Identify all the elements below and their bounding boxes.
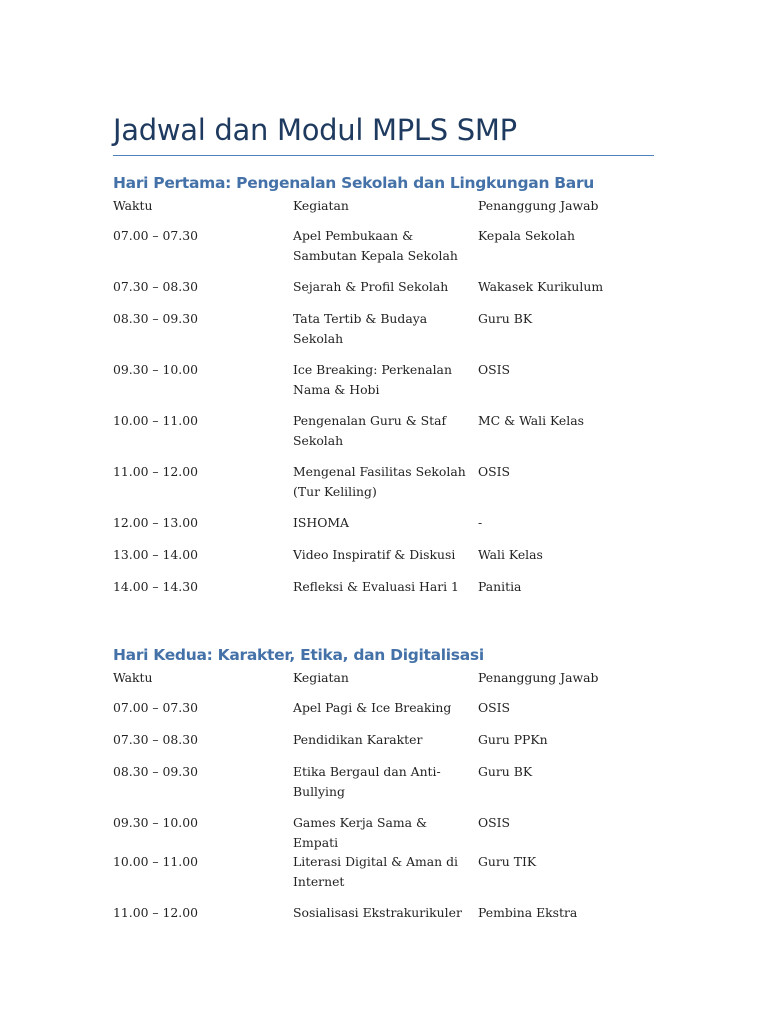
responsible-cell: Panitia <box>478 579 522 594</box>
time-cell: 11.00 – 12.00 <box>113 464 199 479</box>
table-row <box>113 226 668 277</box>
responsible-cell: OSIS <box>478 464 511 479</box>
time-cell: 10.00 – 11.00 <box>113 854 199 869</box>
time-cell: 09.30 – 10.00 <box>113 362 199 377</box>
time-cell: 08.30 – 09.30 <box>113 311 199 326</box>
responsible-cell: Guru BK <box>478 764 533 779</box>
table-row <box>113 762 668 813</box>
responsible-cell: Wakasek Kurikulum <box>478 279 604 294</box>
time-cell: 07.30 – 08.30 <box>113 732 199 747</box>
activity-cell: Ice Breaking: Perkenalan Nama & Hobi <box>293 362 452 397</box>
responsible-cell: Guru PPKn <box>478 732 548 747</box>
column-header-activity: Kegiatan <box>293 670 349 685</box>
responsible-cell: Guru TIK <box>478 854 537 869</box>
table-row <box>113 411 668 462</box>
column-header-responsible: Penanggung Jawab <box>478 198 599 213</box>
activity-cell: Mengenal Fasilitas Sekolah (Tur Keliling) <box>293 464 466 499</box>
responsible-cell: OSIS <box>478 362 511 377</box>
table-row <box>113 903 668 935</box>
responsible-cell: OSIS <box>478 700 511 715</box>
column-header-responsible: Penanggung Jawab <box>478 670 599 685</box>
activity-cell: Etika Bergaul dan Anti-Bullying <box>293 764 441 799</box>
time-cell: 07.30 – 08.30 <box>113 279 199 294</box>
activity-cell: ISHOMA <box>293 515 349 530</box>
day-1-heading: Hari Pertama: Pengenalan Sekolah dan Lingkungan Baru <box>113 174 595 192</box>
responsible-cell: Kepala Sekolah <box>478 228 575 243</box>
responsible-cell: Guru BK <box>478 311 533 326</box>
day-2-schedule-table <box>113 668 668 935</box>
day-2-section <box>113 642 673 935</box>
activity-cell: Video Inspiratif & Diskusi <box>293 547 456 562</box>
activity-cell: Sejarah & Profil Sekolah <box>293 279 449 294</box>
responsible-cell: - <box>478 515 483 530</box>
time-cell: 07.00 – 07.30 <box>113 228 199 243</box>
time-cell: 10.00 – 11.00 <box>113 413 199 428</box>
activity-cell: Sosialisasi Ekstrakurikuler <box>293 905 462 920</box>
activity-cell: Games Kerja Sama & Empati <box>293 815 427 850</box>
activity-cell: Apel Pagi & Ice Breaking <box>293 700 452 715</box>
table-row <box>113 360 668 411</box>
table-row <box>113 730 668 762</box>
table-row <box>113 577 668 609</box>
activity-cell: Tata Tertib & Budaya Sekolah <box>293 311 428 346</box>
table-row <box>113 852 668 903</box>
day-1-section <box>113 170 673 609</box>
table-row <box>113 813 668 852</box>
document-title: Jadwal dan Modul MPLS SMP <box>113 113 654 156</box>
activity-cell: Apel Pembukaan & Sambutan Kepala Sekolah <box>293 228 458 263</box>
responsible-cell: Pembina Ekstra <box>478 905 578 920</box>
table-row <box>113 309 668 360</box>
table-row <box>113 277 668 309</box>
time-cell: 08.30 – 09.30 <box>113 764 199 779</box>
day-2-heading: Hari Kedua: Karakter, Etika, dan Digitalisasi <box>113 646 484 664</box>
time-cell: 13.00 – 14.00 <box>113 547 199 562</box>
responsible-cell: Wali Kelas <box>478 547 543 562</box>
table-row <box>113 698 668 730</box>
column-header-activity: Kegiatan <box>293 198 349 213</box>
table-row <box>113 462 668 513</box>
column-header-time: Waktu <box>113 198 153 213</box>
responsible-cell: OSIS <box>478 815 511 830</box>
day-1-schedule-table <box>113 196 668 609</box>
table-row <box>113 513 668 545</box>
column-header-time: Waktu <box>113 670 153 685</box>
activity-cell: Refleksi & Evaluasi Hari 1 <box>293 579 459 594</box>
table-header-row <box>113 668 668 698</box>
activity-cell: Pengenalan Guru & Staf Sekolah <box>293 413 447 448</box>
activity-cell: Pendidikan Karakter <box>293 732 423 747</box>
table-header-row <box>113 196 668 226</box>
activity-cell: Literasi Digital & Aman di Internet <box>293 854 458 889</box>
time-cell: 09.30 – 10.00 <box>113 815 199 830</box>
time-cell: 11.00 – 12.00 <box>113 905 199 920</box>
time-cell: 12.00 – 13.00 <box>113 515 199 530</box>
responsible-cell: MC & Wali Kelas <box>478 413 584 428</box>
table-row <box>113 545 668 577</box>
time-cell: 14.00 – 14.30 <box>113 579 199 594</box>
time-cell: 07.00 – 07.30 <box>113 700 199 715</box>
